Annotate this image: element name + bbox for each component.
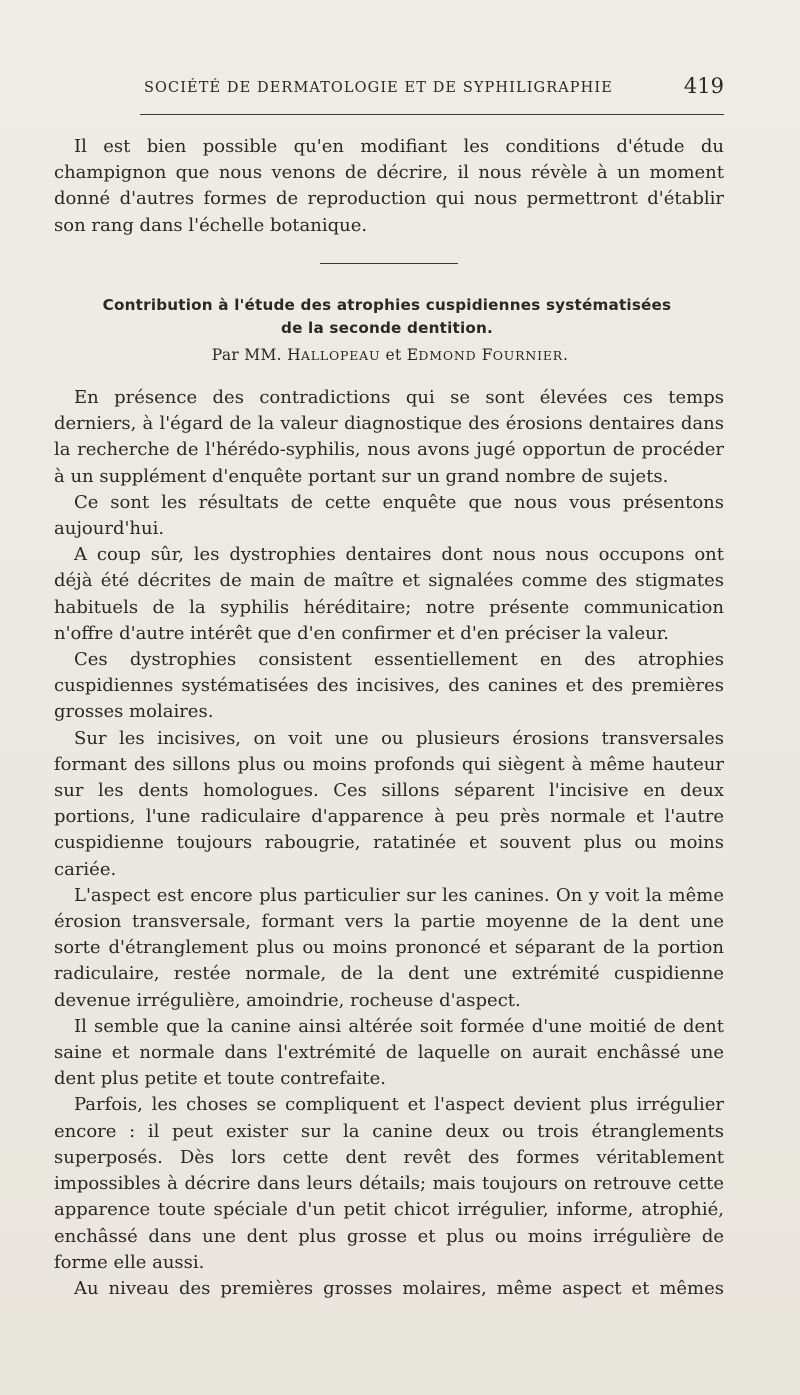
article-title-line-2: de la seconde dentition.	[281, 319, 493, 337]
body-paragraph: A coup sûr, les dystrophies dentaires dont nous nous occupons ont déjà été décrites de main de maître et signalées comme des stigmates habituels de la syphilis héréditaire; notre présente communication n'offre d'autre intérêt que d'en confirmer et d'en préciser la valeur.	[54, 544, 724, 644]
running-title: SOCIÉTÉ DE DERMATOLOGIE ET DE SYPHILIGRAPHIE	[144, 80, 613, 96]
body-paragraph: Sur les incisives, on voit une ou plusieurs érosions transversales formant des sillons plus ou moins profonds qui siègent à même hauteur sur les dents homologues. Ces sillons séparent l'incisive en deux portions, l'une radiculaire d'apparence à peu près normale et l'autre cuspidienne toujours rabougrie, ratatinée et souvent plus ou moins cariée.	[54, 727, 724, 880]
header-rule	[140, 114, 724, 115]
body-paragraph: Ces dystrophies consistent essentiellement en des atrophies cuspidiennes systématisées des incisives, des canines et des premières grosses molaires.	[54, 649, 724, 723]
page-header	[54, 74, 724, 102]
body-paragraph: L'aspect est encore plus particulier sur les canines. On y voit la même érosion transversale, formant vers la partie moyenne de la dent une sorte d'étranglement plus ou moins prononcé et séparant de la portion radiculaire, restée normale, de la dent une extrémité cuspidienne devenue irrégulière, amoindrie, rocheuse d'aspect.	[54, 884, 724, 1011]
byline-conjunction: et	[385, 346, 402, 364]
body-paragraph-continued: Au niveau des premières grosses molaires, même aspect et mêmes	[74, 1277, 724, 1299]
article-body	[54, 385, 724, 1302]
byline-prefix: Par MM.	[211, 346, 282, 364]
body-paragraph: Parfois, les choses se compliquent et l'aspect devient plus irrégulier encore : il peut exister sur la canine deux ou trois étranglements superposés. Dès lors cette dent revêt des formes véritablement impossibles à décrire dans leurs détails; mais toujours on retrouve cette apparence toute spéciale d'un petit chicot irrégulier, informe, atrophié, enchâssé dans une dent plus grosse et plus ou moins irrégulière de forme elle aussi.	[54, 1094, 724, 1273]
page-number: 419	[683, 74, 724, 98]
body-paragraph: Ce sont les résultats de cette enquête que nous vous présentons aujourd'hui.	[54, 491, 724, 540]
body-paragraph: En présence des contradictions qui se sont élevées ces temps derniers, à l'égard de la valeur diagnostique des érosions dentaires dans la recherche de l'hérédo-syphilis, nous avons jugé opportun de procéder à un supplément d'enquête portant sur un grand nombre de sujets.	[54, 387, 724, 487]
body-paragraph: Il semble que la canine ainsi altérée soit formée d'une moitié de dent saine et normale dans l'extrémité de laquelle on aurait enchâssé une dent plus petite et toute contrefaite.	[54, 1015, 724, 1090]
author-edmond-fournier: EDMOND FOURNIER	[406, 346, 563, 364]
author-hallopeau: HALLOPEAU	[287, 346, 381, 364]
article-byline: Par MM. HALLOPEAU et EDMOND FOURNIER.	[211, 346, 569, 364]
intro-text-block	[54, 134, 724, 239]
intro-paragraph: Il est bien possible qu'en modifiant les conditions d'étude du champignon que nous venons de décrire, il nous révèle à un moment donné d'autres formes de reproduction qui nous permettront d'établir son rang dans l'échelle botanique.	[54, 136, 724, 236]
section-separator-rule	[320, 263, 458, 264]
article-title-line-1: Contribution à l'étude des atrophies cuspidiennes systématisées	[102, 296, 672, 314]
article-title	[46, 294, 728, 340]
